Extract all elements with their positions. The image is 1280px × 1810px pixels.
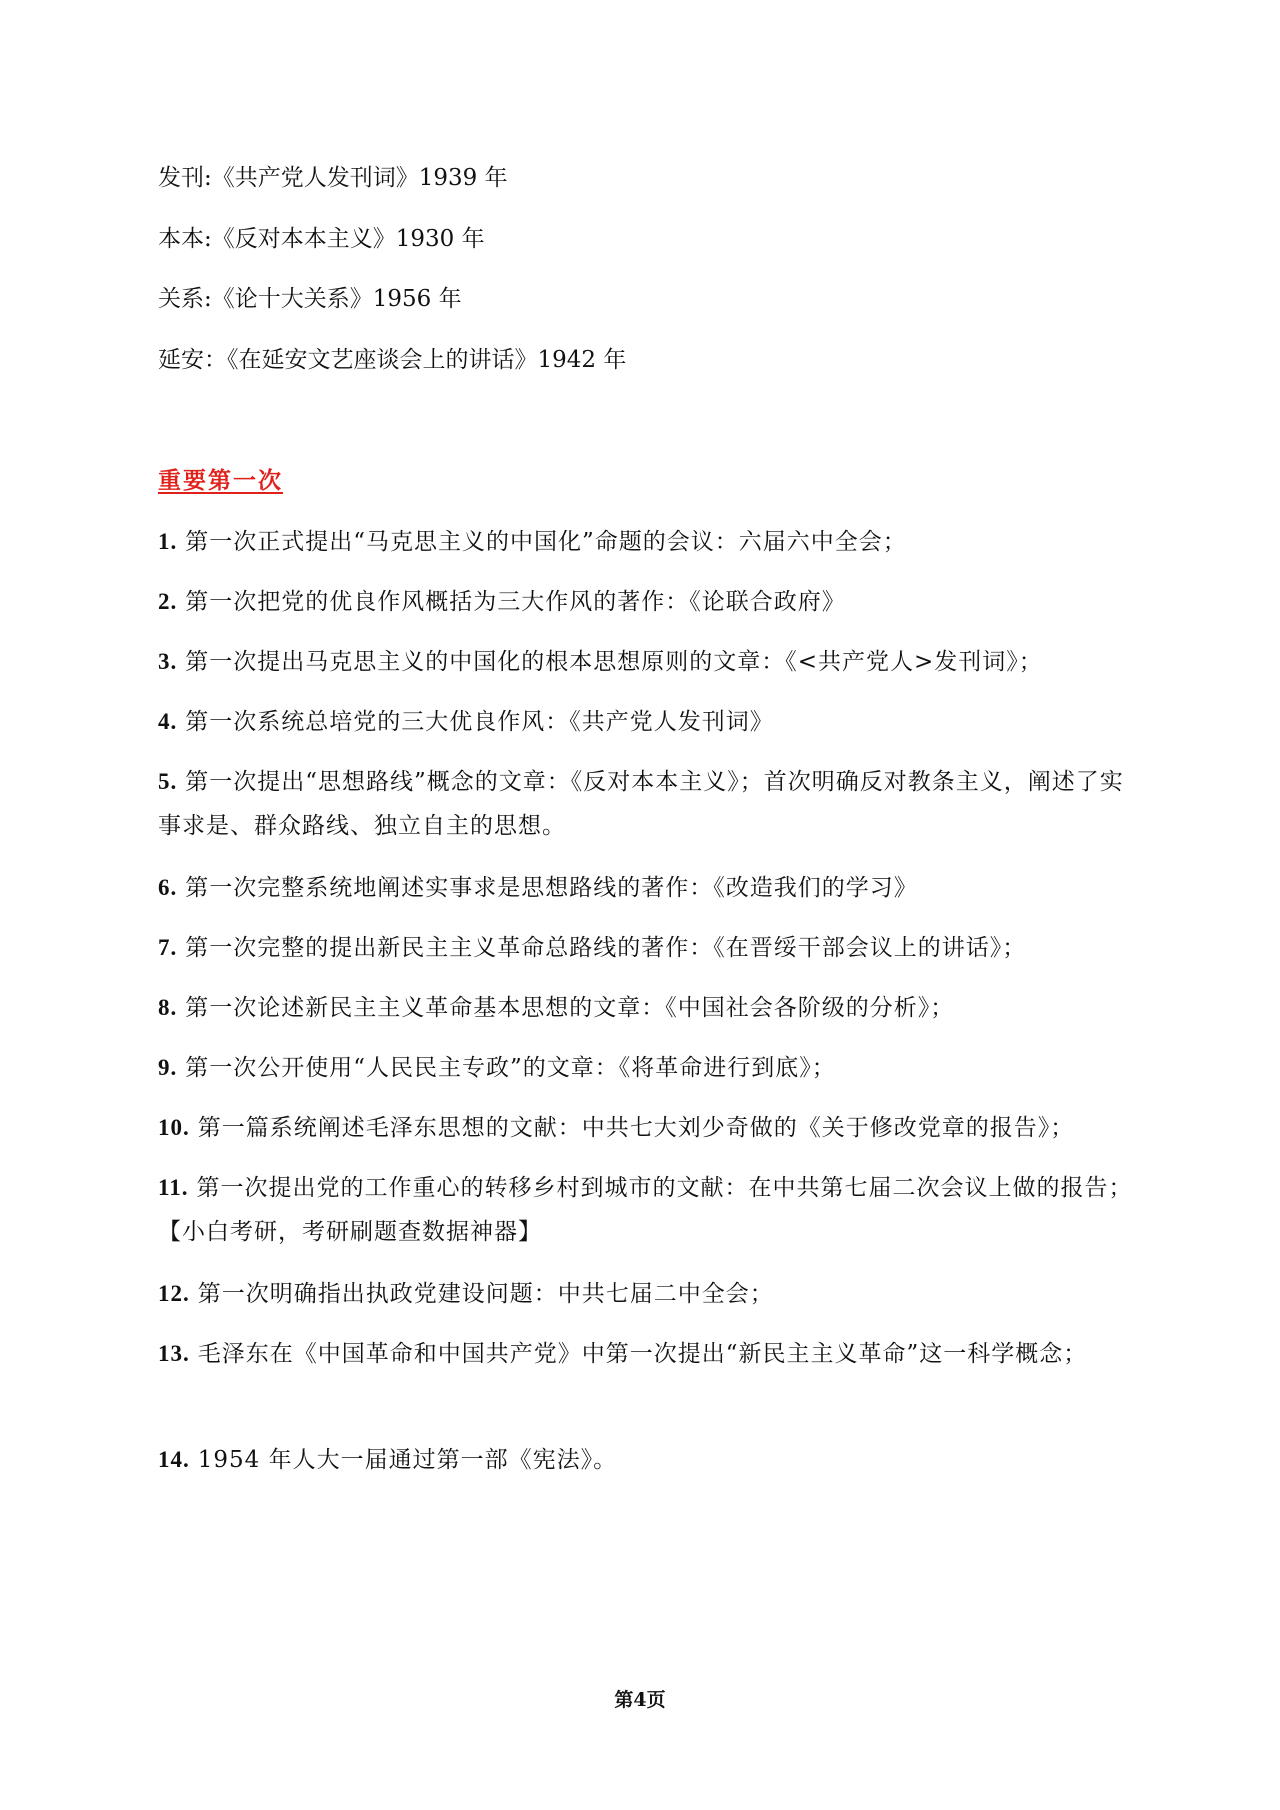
- item-number: 8.: [158, 995, 178, 1020]
- work-line-benben: 本本:《反对本本主义》1930 年: [158, 226, 485, 252]
- item-number: 2.: [158, 589, 178, 614]
- work-line-guanxi: 关系:《论十大关系》1956 年: [158, 286, 462, 312]
- page-number: 第4页: [614, 1689, 666, 1711]
- list-item: [158, 640, 1138, 684]
- list-item: [158, 1046, 1138, 1090]
- item-text: 第一次明确指出执政党建设问题：中共七届二中全会；: [197, 1281, 774, 1307]
- item-number: 13.: [158, 1341, 190, 1366]
- item-text: 第一次提出马克思主义的中国化的根本思想原则的文章：《<共产党人>发刊词》；: [185, 649, 1043, 675]
- item-text: 毛泽东在《中国革命和中国共产党》中第一次提出“新民主主义革命”这一科学概念；: [197, 1341, 1088, 1367]
- item-number: 4.: [158, 709, 178, 734]
- list-item: [158, 926, 1138, 970]
- item-number: 14.: [158, 1447, 190, 1472]
- item-number: 12.: [158, 1281, 190, 1306]
- item-number: 9.: [158, 1055, 178, 1080]
- item-number: 5.: [158, 769, 178, 794]
- item-text: 第一次正式提出“马克思主义的中国化”命题的会议：六届六中全会；: [185, 529, 907, 555]
- list-item: [158, 1272, 1138, 1316]
- item-text: 1954 年人大一届通过第一部《宪法》。: [197, 1447, 618, 1473]
- item-text: 第一次论述新民主主义革命基本思想的文章：《中国社会各阶级的分析》；: [185, 995, 955, 1021]
- list-item: [158, 1332, 1138, 1376]
- list-item: [158, 760, 1138, 848]
- item-text: 第一篇系统阐述毛泽东思想的文献：中共七大刘少奇做的《关于修改党章的报告》；: [197, 1115, 1075, 1141]
- item-text: 第一次公开使用“人民民主专政”的文章：《将革命进行到底》；: [185, 1055, 836, 1081]
- section-heading: 重要第一次: [158, 467, 283, 494]
- item-text: 第一次提出“思想路线”概念的文章：《反对本本主义》；首次明确反对教条主义，阐述了实事求是、群众路线、独立自主的思想。: [158, 769, 1124, 839]
- item-text: 第一次提出党的工作重心的转移乡村到城市的文献：在中共第七届二次会议上做的报告；【小白考研，考研刷题查数据神器】: [158, 1175, 1133, 1245]
- list-item: [158, 1106, 1138, 1150]
- item-number: 10.: [158, 1115, 190, 1140]
- list-item: [158, 580, 1138, 624]
- item-text: 第一次完整系统地阐述实事求是思想路线的著作：《改造我们的学习》: [185, 875, 918, 901]
- item-number: 7.: [158, 935, 178, 960]
- list-item: [158, 1438, 1138, 1482]
- item-number: 1.: [158, 529, 178, 554]
- list-item: [158, 700, 1138, 744]
- item-number: 3.: [158, 649, 178, 674]
- item-text: 第一次把党的优良作风概括为三大作风的著作：《论联合政府》: [185, 589, 846, 615]
- work-line-yanan: 延安：《在延安文艺座谈会上的讲话》1942 年: [158, 347, 627, 373]
- item-number: 6.: [158, 875, 178, 900]
- list-item: [158, 520, 1138, 564]
- list-item: [158, 866, 1138, 910]
- list-item: [158, 1166, 1138, 1254]
- item-text: 第一次完整的提出新民主主义革命总路线的著作：《在晋绥干部会议上的讲话》；: [185, 935, 1027, 961]
- work-line-fakan: 发刊:《共产党人发刊词》1939 年: [158, 165, 508, 191]
- item-number: 11.: [158, 1175, 189, 1200]
- list-item: [158, 986, 1138, 1030]
- item-text: 第一次系统总培党的三大优良作风：《共产党人发刊词》: [185, 709, 774, 735]
